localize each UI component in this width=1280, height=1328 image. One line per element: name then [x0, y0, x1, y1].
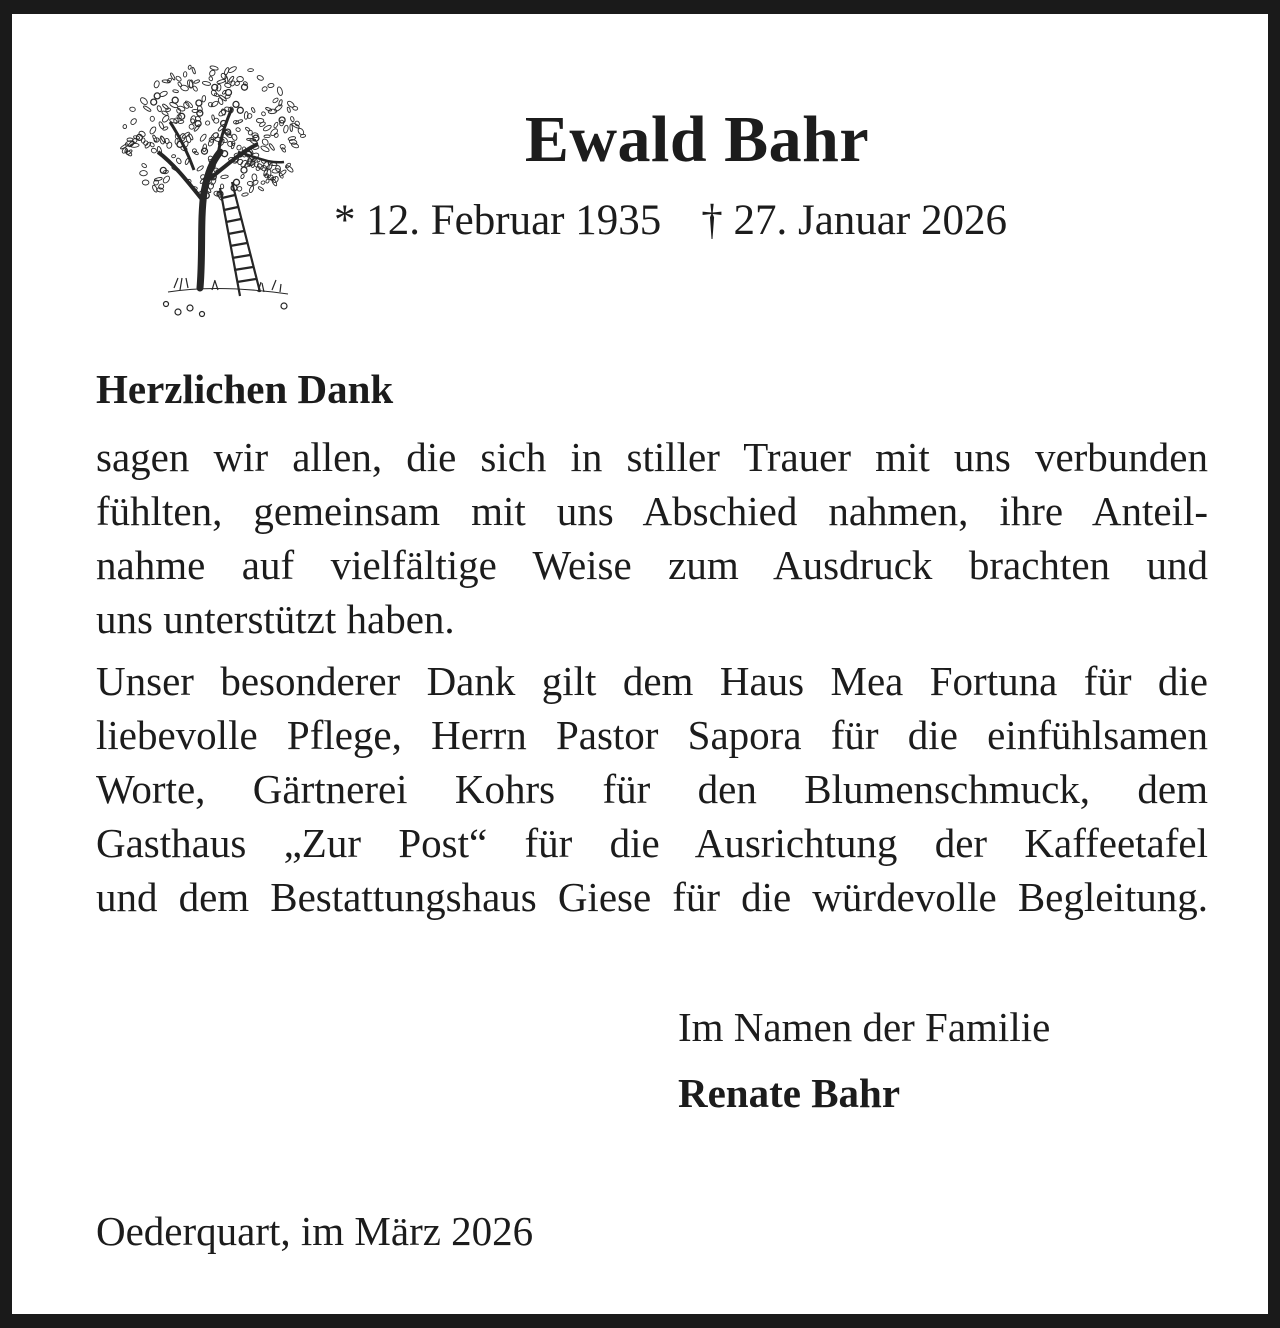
paragraph-line: und dem Bestattungshaus Giese für die würdevolle Begleitung. — [96, 874, 1208, 920]
paragraph-line: Gasthaus „Zur Post“ für die Ausrichtung der Kaffeetafel — [96, 820, 1208, 866]
paragraph-line: Worte, Gärtnerei Kohrs für den Blumenschmuck, dem — [96, 766, 1208, 812]
paragraph-line: fühlten, gemeinsam mit uns Abschied nahmen, ihre Anteil- — [96, 488, 1208, 534]
paragraph-line: sagen wir allen, die sich in stiller Trauer mit uns verbunden — [96, 434, 1208, 480]
paragraph-line: Unser besonderer Dank gilt dem Haus Mea Fortuna für die — [96, 658, 1208, 704]
deceased-name: Ewald Bahr — [524, 103, 870, 176]
birth-date: * 12. Februar 1935 — [334, 197, 662, 244]
life-dates — [334, 196, 1007, 246]
place-and-date: Oederquart, im März 2026 — [96, 1208, 534, 1254]
paragraph-line: uns unterstützt haben. — [96, 596, 455, 642]
special-thanks-paragraph — [96, 654, 1208, 924]
thanks-paragraph — [96, 430, 1208, 646]
death-date: † 27. Januar 2026 — [701, 197, 1007, 244]
signature-name: Renate Bahr — [678, 1070, 901, 1116]
thanks-heading: Herzlichen Dank — [96, 366, 394, 412]
paragraph-line: nahme auf vielfältige Weise zum Ausdruck brachten und — [96, 542, 1208, 588]
paragraph-line: liebevolle Pflege, Herrn Pastor Sapora für die einfühlsamen — [96, 712, 1208, 758]
signature-intro: Im Namen der Familie — [678, 1004, 1051, 1050]
apple-tree-with-ladder-icon — [108, 52, 320, 320]
